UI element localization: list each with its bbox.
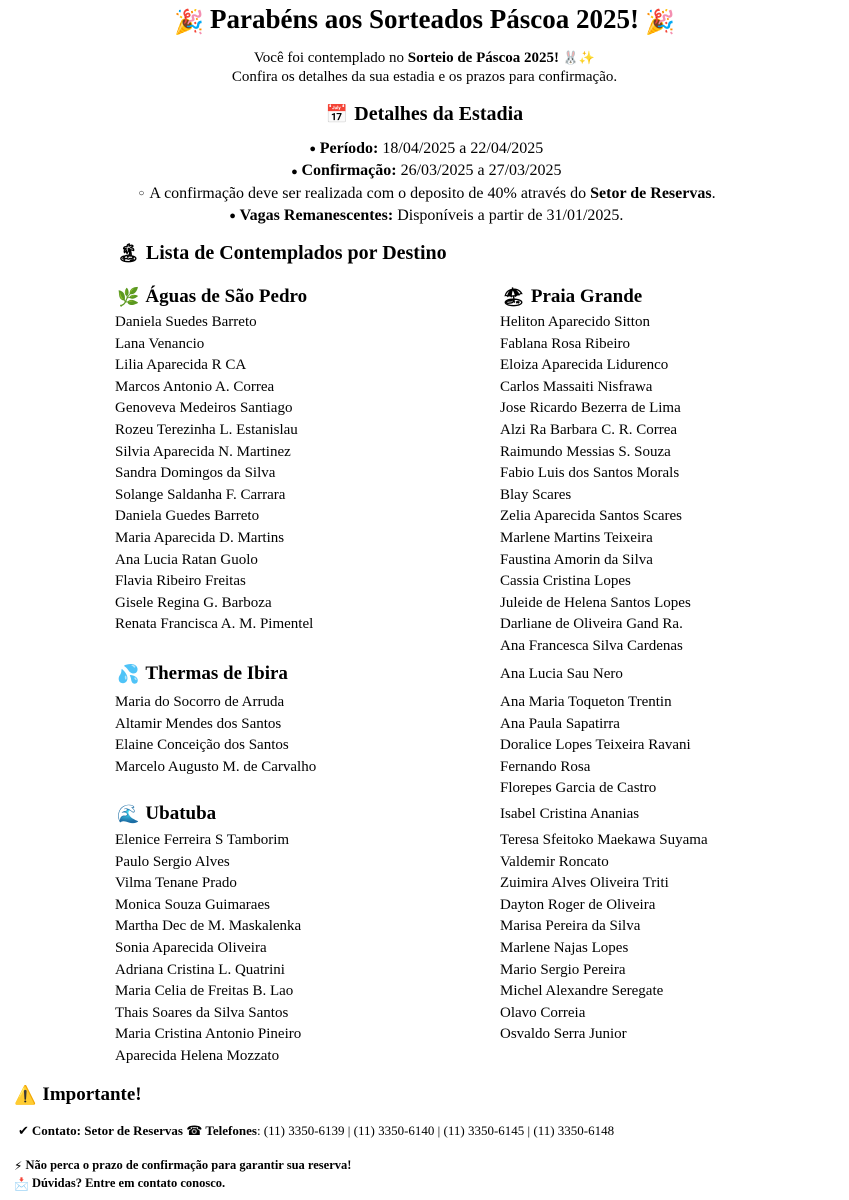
list-item: Isabel Cristina Ananias (500, 806, 640, 822)
confirmacao-label: Confirmação: (301, 162, 397, 180)
list-item: Marisa Pereira da Silva (500, 918, 641, 935)
beach-icon: 🏖 (502, 286, 525, 308)
list-item: Maria Aparecida D. Martins (115, 529, 285, 546)
list-item: Rozeu Terezinha L. Estanislau (115, 421, 298, 438)
list-item: Paulo Sergio Alves (115, 853, 230, 870)
periodo-label: Período: (319, 140, 379, 157)
list-item: Michel Alexandre Seregate (500, 983, 664, 1000)
list-item: Vilma Tenane Prado (115, 875, 237, 892)
list-item: Darliane de Oliveira Gand Ra. (500, 616, 683, 633)
list-item: Aparecida Helena Mozzato (115, 1047, 280, 1064)
destination-aguas-name: Águas de São Pedro (145, 286, 308, 307)
destination-aguas-title (117, 285, 307, 310)
destination-aguas-names (115, 312, 313, 636)
deposito-setor: Setor de Reservas (590, 184, 712, 202)
list-item: Doralice Lopes Teixeira Ravani (500, 737, 691, 754)
list-item: Renata Francisca A. M. Pimentel (115, 616, 314, 633)
destination-praia-name-b (500, 664, 623, 686)
intro-prefix: Você foi contemplado no (253, 50, 408, 66)
vagas-value: Disponíveis a partir de 31/01/2025. (393, 206, 624, 224)
intro-line-2: Confira os detalhes da sua estadia e os prazos para confirmação. (231, 69, 618, 86)
list-item: Ana Paula Sapatirra (500, 715, 620, 732)
list-item: Altamir Mendes dos Santos (115, 715, 282, 732)
list-item: Juleide de Helena Santos Lopes (500, 594, 691, 611)
list-item: Mario Sergio Pereira (500, 961, 626, 978)
list-item: Olavo Correia (500, 1004, 586, 1021)
list-item: Faustina Amorin da Silva (500, 551, 653, 568)
list-item: Zuimira Alves Oliveira Triti (500, 875, 669, 892)
list-item: Thais Soares da Silva Santos (115, 1004, 289, 1021)
destination-ubatuba-name: Ubatuba (145, 803, 217, 824)
list-item: Genoveva Medeiros Santiago (115, 400, 293, 417)
destination-ubatuba-title (117, 802, 216, 827)
list-item: Adriana Cristina L. Quatrini (115, 961, 285, 978)
destination-praia-names-e (500, 830, 708, 1046)
list-item: Monica Souza Guimaraes (115, 896, 270, 913)
destination-ubatuba-names (115, 830, 301, 1068)
deposito-end: . (711, 184, 716, 202)
party-popper-icon: 🎉 (174, 7, 204, 36)
detail-deposito: ○ A confirmação deve ser realizada com o deposito de 40% através do Setor de Reservas. (138, 184, 716, 202)
detail-confirmacao: ● Confirmação: 26/03/2025 a 27/03/2025 (291, 162, 562, 180)
list-item: Osvaldo Serra Junior (500, 1026, 627, 1043)
water-drops-icon: 💦 (117, 663, 140, 685)
bunny-sparkles-icon: 🐰✨ (562, 51, 596, 67)
list-item: Fernando Rosa (500, 758, 591, 775)
list-item: Teresa Sfeitoko Maekawa Suyama (500, 832, 708, 848)
list-item: Alzi Ra Barbara C. R. Correa (500, 421, 678, 438)
important-heading (14, 1083, 142, 1108)
check-mark-icon: ✔ (18, 1124, 29, 1140)
confirmacao-value: 26/03/2025 a 27/03/2025 (396, 162, 562, 180)
list-item: Eloiza Aparecida Lidurenco (500, 357, 669, 374)
list-item: Cassia Cristina Lopes (500, 573, 631, 590)
vagas-label: Vagas Remanescentes: (239, 206, 394, 224)
list-item: Ana Francesca Silva Cardenas (500, 637, 683, 654)
phones-label: Telefones (205, 1123, 257, 1138)
list-item: Florepes Garcia de Castro (500, 780, 657, 797)
destination-thermas-names (115, 692, 316, 778)
telephone-icon: ☎ (186, 1124, 203, 1140)
list-item: Maria Celia de Freitas B. Lao (115, 983, 294, 1000)
note-questions (14, 1175, 225, 1192)
page-title-text: Parabéns aos Sorteados Páscoa 2025! (210, 4, 639, 34)
list-item: Fabio Luis dos Santos Morals (500, 465, 680, 482)
destination-praia-title (502, 285, 642, 310)
intro-line-1 (0, 49, 849, 68)
list-item: Martha Dec de M. Maskalenka (115, 918, 302, 935)
intro-contest-name: Sorteio de Páscoa 2025! (407, 50, 559, 66)
list-item: Sonia Aparecida Oliveira (115, 939, 267, 956)
destination-thermas-name: Thermas de Ibira (145, 663, 288, 684)
island-icon: 🏝 (117, 243, 140, 265)
deposito-text: A confirmação deve ser realizada com o deposito de 40% através do (149, 184, 591, 202)
party-popper-icon: 🎉 (644, 7, 675, 36)
list-item: Silvia Aparecida N. Martinez (115, 443, 291, 460)
detail-vagas: ● Vagas Remanescentes: Disponíveis a partir de 31/01/2025. (229, 206, 624, 224)
destination-thermas-title (117, 662, 288, 687)
destination-praia-names-a (500, 312, 691, 658)
list-item: Marlene Najas Lopes (500, 939, 629, 956)
list-item: Lana Venancio (115, 335, 205, 352)
destination-praia-names-c (500, 692, 691, 800)
list-item: Valdemir Roncato (500, 853, 609, 870)
list-item: Blay Scares (500, 486, 572, 503)
list-heading-text: Lista de Contemplados por Destino (145, 242, 447, 264)
destination-praia-name-d (500, 804, 639, 826)
list-item: Raimundo Messias S. Souza (500, 443, 671, 460)
periodo-value: 18/04/2025 a 22/04/2025 (378, 140, 544, 157)
wave-icon: 🌊 (117, 803, 140, 825)
list-item: Daniela Suedes Barreto (115, 314, 257, 330)
contact-line (18, 1122, 614, 1141)
note-deadline (14, 1157, 351, 1174)
list-item: Marcos Antonio A. Correa (115, 378, 275, 395)
details-heading-text: Detalhes da Estadia (354, 103, 524, 125)
list-heading (117, 240, 447, 267)
phones-value: : (11) 3350-6139 | (11) 3350-6140 | (11) 3350-6145 | (11) 3350-6148 (256, 1123, 615, 1138)
list-item: Fablana Rosa Ribeiro (500, 335, 630, 352)
list-item: Lilia Aparecida R CA (115, 357, 247, 374)
details-list (0, 138, 849, 227)
warning-icon: ⚠️ (14, 1084, 37, 1106)
list-item: Heliton Aparecido Sitton (500, 314, 650, 330)
list-item: Ana Lucia Sau Nero (500, 666, 623, 682)
calendar-icon: 📅 (325, 104, 349, 126)
details-heading (0, 101, 849, 128)
list-item: Zelia Aparecida Santos Scares (500, 508, 683, 525)
list-item: Flavia Ribeiro Freitas (115, 573, 246, 590)
page-title (0, 2, 849, 39)
list-item: Jose Ricardo Bezerra de Lima (500, 400, 681, 417)
list-item: Elaine Conceição dos Santos (115, 737, 289, 754)
note-deadline-text: Não perca o prazo de confirmação para garantir sua reserva! (25, 1158, 352, 1172)
list-item: Maria do Socorro de Arruda (115, 694, 285, 710)
list-item: Carlos Massaiti Nisfrawa (500, 378, 653, 395)
detail-periodo: ● Período: 18/04/2025 a 22/04/2025 (309, 140, 544, 157)
important-title: Importante! (42, 1084, 142, 1105)
list-item: Elenice Ferreira S Tamborim (115, 832, 290, 848)
list-item: Marlene Martins Teixeira (500, 529, 653, 546)
inbox-envelope-icon: 📩 (14, 1177, 29, 1192)
list-item: Gisele Regina G. Barboza (115, 594, 272, 611)
contact-label: Contato: Setor de Reservas (31, 1123, 183, 1138)
list-item: Sandra Domingos da Silva (115, 465, 276, 482)
list-item: Solange Saldanha F. Carrara (115, 486, 286, 503)
note-questions-text: Dúvidas? Entre em contato conosco. (31, 1176, 226, 1190)
leaf-icon: 🌿 (117, 286, 140, 308)
list-item: Dayton Roger de Oliveira (500, 896, 656, 913)
list-item: Ana Maria Toqueton Trentin (500, 694, 672, 710)
list-item: Marcelo Augusto M. de Carvalho (115, 758, 317, 775)
intro-text (0, 49, 849, 87)
destination-praia-name: Praia Grande (530, 286, 643, 307)
list-item: Ana Lucia Ratan Guolo (115, 551, 258, 568)
list-item: Daniela Guedes Barreto (115, 508, 260, 525)
list-item: Maria Cristina Antonio Pineiro (115, 1026, 302, 1043)
lightning-icon: ⚡ (14, 1159, 23, 1174)
